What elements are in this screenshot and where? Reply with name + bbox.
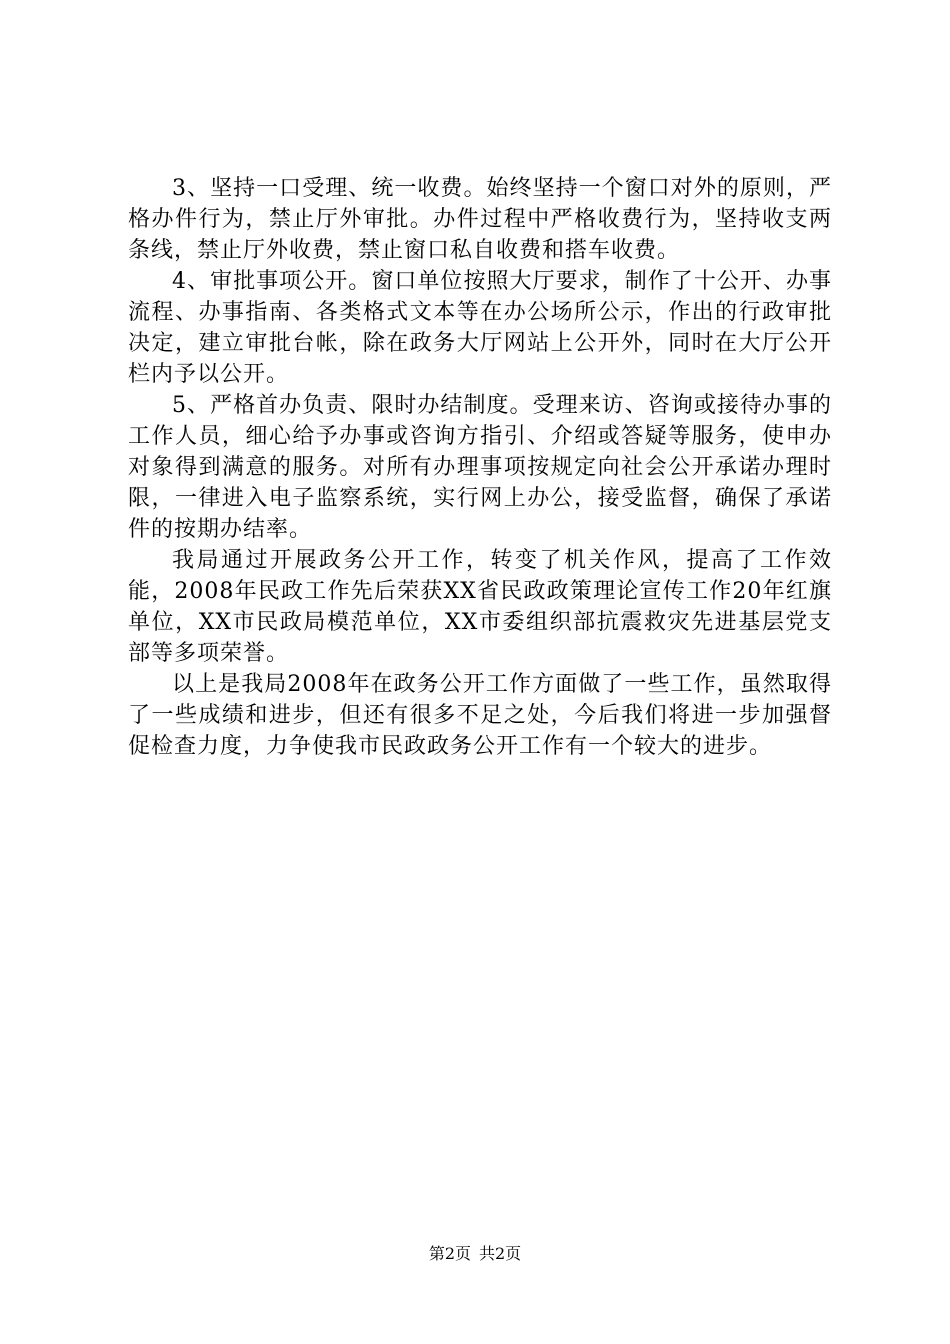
paragraph-item-3: 3、坚持一口受理、统一收费。始终坚持一个窗口对外的原则，严格办件行为，禁止厅外审批。办件过程中严格收费行为，坚持收支两条线，禁止厅外收费，禁止窗口私自收费和搭车收费。 [128, 176, 832, 263]
paragraph-conclusion: 以上是我局2008年在政务公开工作方面做了一些工作，虽然取得了一些成绩和进步，但还有很多不足之处，今后我们将进一步加强督促检查力度，力争使我市民政政务公开工作有一个较大的进步。 [128, 672, 832, 759]
paragraph-item-4: 4、审批事项公开。窗口单位按照大厅要求，制作了十公开、办事流程、办事指南、各类格式文本等在办公场所公示，作出的行政审批决定，建立审批台帐，除在政务大厅网站上公开外，同时在大厅公开栏内予以公开。 [128, 269, 832, 387]
paragraph-item-5: 5、严格首办负责、限时办结制度。受理来访、咨询或接待办事的工作人员，细心给予办事或咨询方指引、介绍或答疑等服务，使申办对象得到满意的服务。对所有办理事项按规定向社会公开承诺办理时限，一律进入电子监察系统，实行网上办公，接受监督，确保了承诺件的按期办结率。 [128, 393, 832, 542]
document-body [128, 173, 832, 762]
page-total: 共2页 [479, 1244, 522, 1263]
page-number: 第2页 [428, 1244, 471, 1263]
paragraph-achievements: 我局通过开展政务公开工作，转变了机关作风，提高了工作效能，2008年民政工作先后荣获XX省民政政策理论宣传工作20年红旗单位，XX市民政局模范单位，XX市委组织部抗震救灾先进基层党支部等多项荣誉。 [128, 548, 832, 666]
page-footer [0, 1244, 950, 1264]
